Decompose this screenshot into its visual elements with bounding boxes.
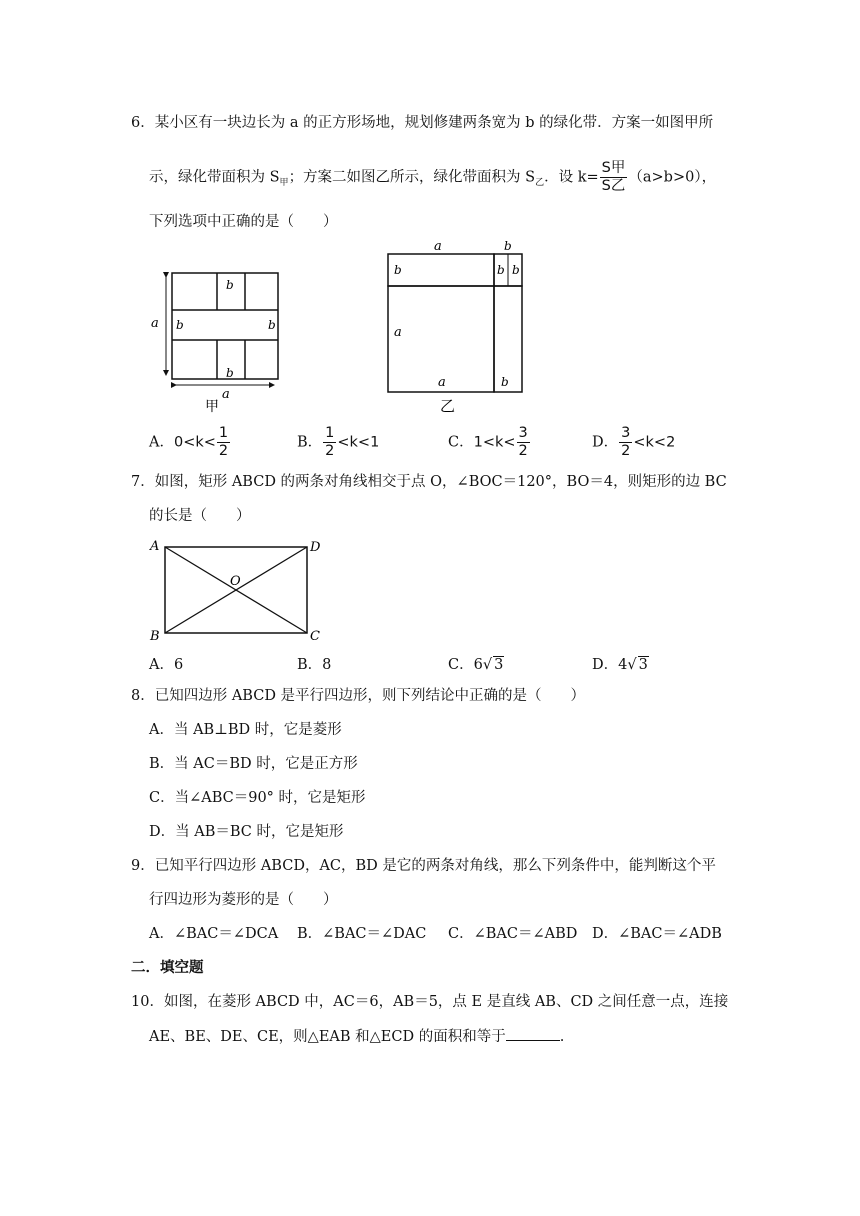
q7-option-d[interactable] — [592, 653, 649, 674]
q7-option-c[interactable] — [448, 653, 504, 674]
q6-option-c-den: 2 — [518, 443, 528, 459]
q6-option-a-letter: A． — [149, 434, 174, 451]
jia-label-a-bottom: a — [222, 387, 230, 402]
yi-label-b-corner2: b — [512, 263, 520, 277]
yi-label-b-corner1: b — [497, 263, 505, 277]
jia-label-b-top: b — [226, 278, 234, 292]
q8-option-a[interactable]: A．当 AB⊥BD 时，它是菱形 — [149, 722, 342, 738]
q10-line2-text: AE、BE、DE、CE，则△EAB 和△ECD 的面积和等于 — [149, 1029, 506, 1045]
q10-line2 — [149, 1026, 564, 1047]
vertex-b: B — [150, 629, 160, 644]
q6-option-d-right: <k<2 — [633, 434, 676, 451]
q6-sub-yi: 乙 — [535, 177, 545, 188]
jia-outer-square — [172, 273, 278, 379]
q10-line1: 10．如图，在菱形 ABCD 中，AC＝6，AB＝5，点 E 是直线 AB、CD 之间任意一点，连接 — [131, 994, 729, 1010]
q7-option-d-radicand: 3 — [638, 657, 648, 673]
q10-answer-blank[interactable] — [506, 1026, 560, 1041]
q6-line2-part-a: 示，绿化带面积为 S — [149, 169, 280, 186]
q6-option-b-letter: B． — [297, 434, 323, 451]
q6-option-b[interactable] — [297, 425, 379, 460]
q7-line2: 的长是（ ） — [149, 508, 251, 524]
q8-line1: 8．已知四边形 ABCD 是平行四边形，则下列结论中正确的是（ ） — [131, 688, 586, 704]
q9-line1: 9．已知平行四边形 ABCD，AC，BD 是它的两条对角线，那么下列条件中，能判断这个平 — [131, 858, 716, 874]
figure-yi — [380, 236, 530, 416]
q7-option-c-coef: 6 — [473, 657, 483, 673]
q6-option-c-fraction — [517, 425, 530, 460]
q7-line1: 7．如图，矩形 ABCD 的两条对角线相交于点 O，∠BOC＝120°，BO＝4，则矩形的边 BC — [131, 474, 727, 490]
q6-line2-part-c: ．设 k= — [544, 169, 599, 186]
section-fill-blank-title: 二．填空题 — [131, 960, 204, 976]
q7-option-a-text: 6 — [173, 657, 184, 673]
q8-option-d[interactable]: D．当 AB＝BC 时，它是矩形 — [149, 824, 344, 840]
q6-option-a-left: 0<k< — [173, 434, 216, 451]
q9-option-a[interactable]: A．∠BAC＝∠DCA — [149, 926, 279, 942]
q6-line2 — [149, 160, 716, 195]
q7-option-c-sqrt: √ 3 — [482, 657, 504, 673]
yi-label-b-band: b — [394, 263, 402, 277]
q6-option-d-num: 3 — [621, 425, 631, 441]
point-o: O — [230, 574, 241, 589]
q6-option-c-left: 1<k< — [473, 434, 516, 451]
q6-sub-jia: 甲 — [279, 177, 289, 188]
q6-option-b-num: 1 — [325, 425, 335, 441]
q6-line1: 6．某小区有一块边长为 a 的正方形场地，规划修建两条宽为 b 的绿化带．方案一如图甲所 — [131, 115, 714, 131]
vertex-c: C — [310, 629, 320, 644]
q6-option-a[interactable] — [149, 425, 231, 460]
figure-jia — [145, 265, 295, 415]
q6-option-a-num: 1 — [218, 425, 229, 441]
q10-line2-end: . — [559, 1029, 565, 1045]
jia-label-b-bottom: b — [226, 366, 234, 380]
vertex-d: D — [310, 540, 321, 555]
q6-option-d[interactable] — [592, 425, 675, 460]
q8-option-b[interactable]: B．当 AC＝BD 时，它是正方形 — [149, 756, 358, 772]
yi-label-a-left: a — [394, 325, 402, 340]
q6-option-c-num: 3 — [518, 425, 528, 441]
q7-option-d-sqrt: √ 3 — [627, 657, 648, 673]
jia-label-a-left: a — [151, 316, 159, 331]
yi-top-band — [388, 254, 494, 286]
q9-line2: 行四边形为菱形的是（ ） — [149, 892, 338, 908]
jia-label-b-right: b — [268, 318, 276, 332]
q7-option-b-letter: B． — [297, 657, 323, 673]
q6-k-fraction — [600, 160, 628, 195]
yi-caption: 乙 — [440, 397, 456, 415]
q6-line2-part-d: （a>b>0）， — [628, 169, 717, 186]
yi-label-b-top: b — [504, 239, 512, 253]
jia-label-b-left: b — [176, 318, 184, 332]
figure-rectangle-abcd — [145, 536, 335, 646]
q6-option-a-den: 2 — [218, 443, 229, 459]
vertex-a: A — [150, 539, 160, 554]
q9-option-d[interactable]: D．∠BAC＝∠ADB — [592, 926, 722, 942]
q9-option-b[interactable]: B．∠BAC＝∠DAC — [297, 926, 427, 942]
q6-option-b-right: <k<1 — [337, 434, 380, 451]
q6-option-a-fraction — [217, 425, 230, 460]
q6-line2-part-b: ；方案二如图乙所示，绿化带面积为 S — [288, 169, 536, 186]
yi-label-a-bottom: a — [438, 375, 446, 390]
q7-option-c-letter: C． — [448, 657, 474, 673]
yi-label-b-bottom: b — [501, 375, 509, 389]
q6-frac-num: S甲 — [601, 160, 626, 176]
q6-option-d-fraction — [619, 425, 632, 460]
q7-option-a-letter: A． — [149, 657, 174, 673]
q7-option-a[interactable] — [149, 653, 183, 674]
q6-frac-den: S乙 — [601, 178, 626, 194]
q6-option-b-fraction — [323, 425, 336, 460]
q7-option-c-radicand: 3 — [494, 657, 504, 673]
q8-option-c[interactable]: C．当∠ABC＝90° 时，它是矩形 — [149, 790, 366, 806]
q7-option-d-coef: 4 — [618, 657, 628, 673]
q7-option-b[interactable] — [297, 653, 331, 674]
jia-caption: 甲 — [205, 399, 219, 415]
q7-option-b-text: 8 — [322, 657, 332, 673]
q6-option-d-letter: D． — [592, 434, 619, 451]
yi-label-a-top: a — [434, 239, 442, 254]
q6-line3: 下列选项中正确的是（ ） — [149, 214, 338, 230]
q6-option-b-den: 2 — [325, 443, 335, 459]
q6-option-c[interactable] — [448, 425, 531, 460]
q9-option-c[interactable]: C．∠BAC＝∠ABD — [448, 926, 578, 942]
q7-option-d-letter: D． — [592, 657, 619, 673]
q6-option-d-den: 2 — [621, 443, 631, 459]
q6-option-c-letter: C． — [448, 434, 474, 451]
